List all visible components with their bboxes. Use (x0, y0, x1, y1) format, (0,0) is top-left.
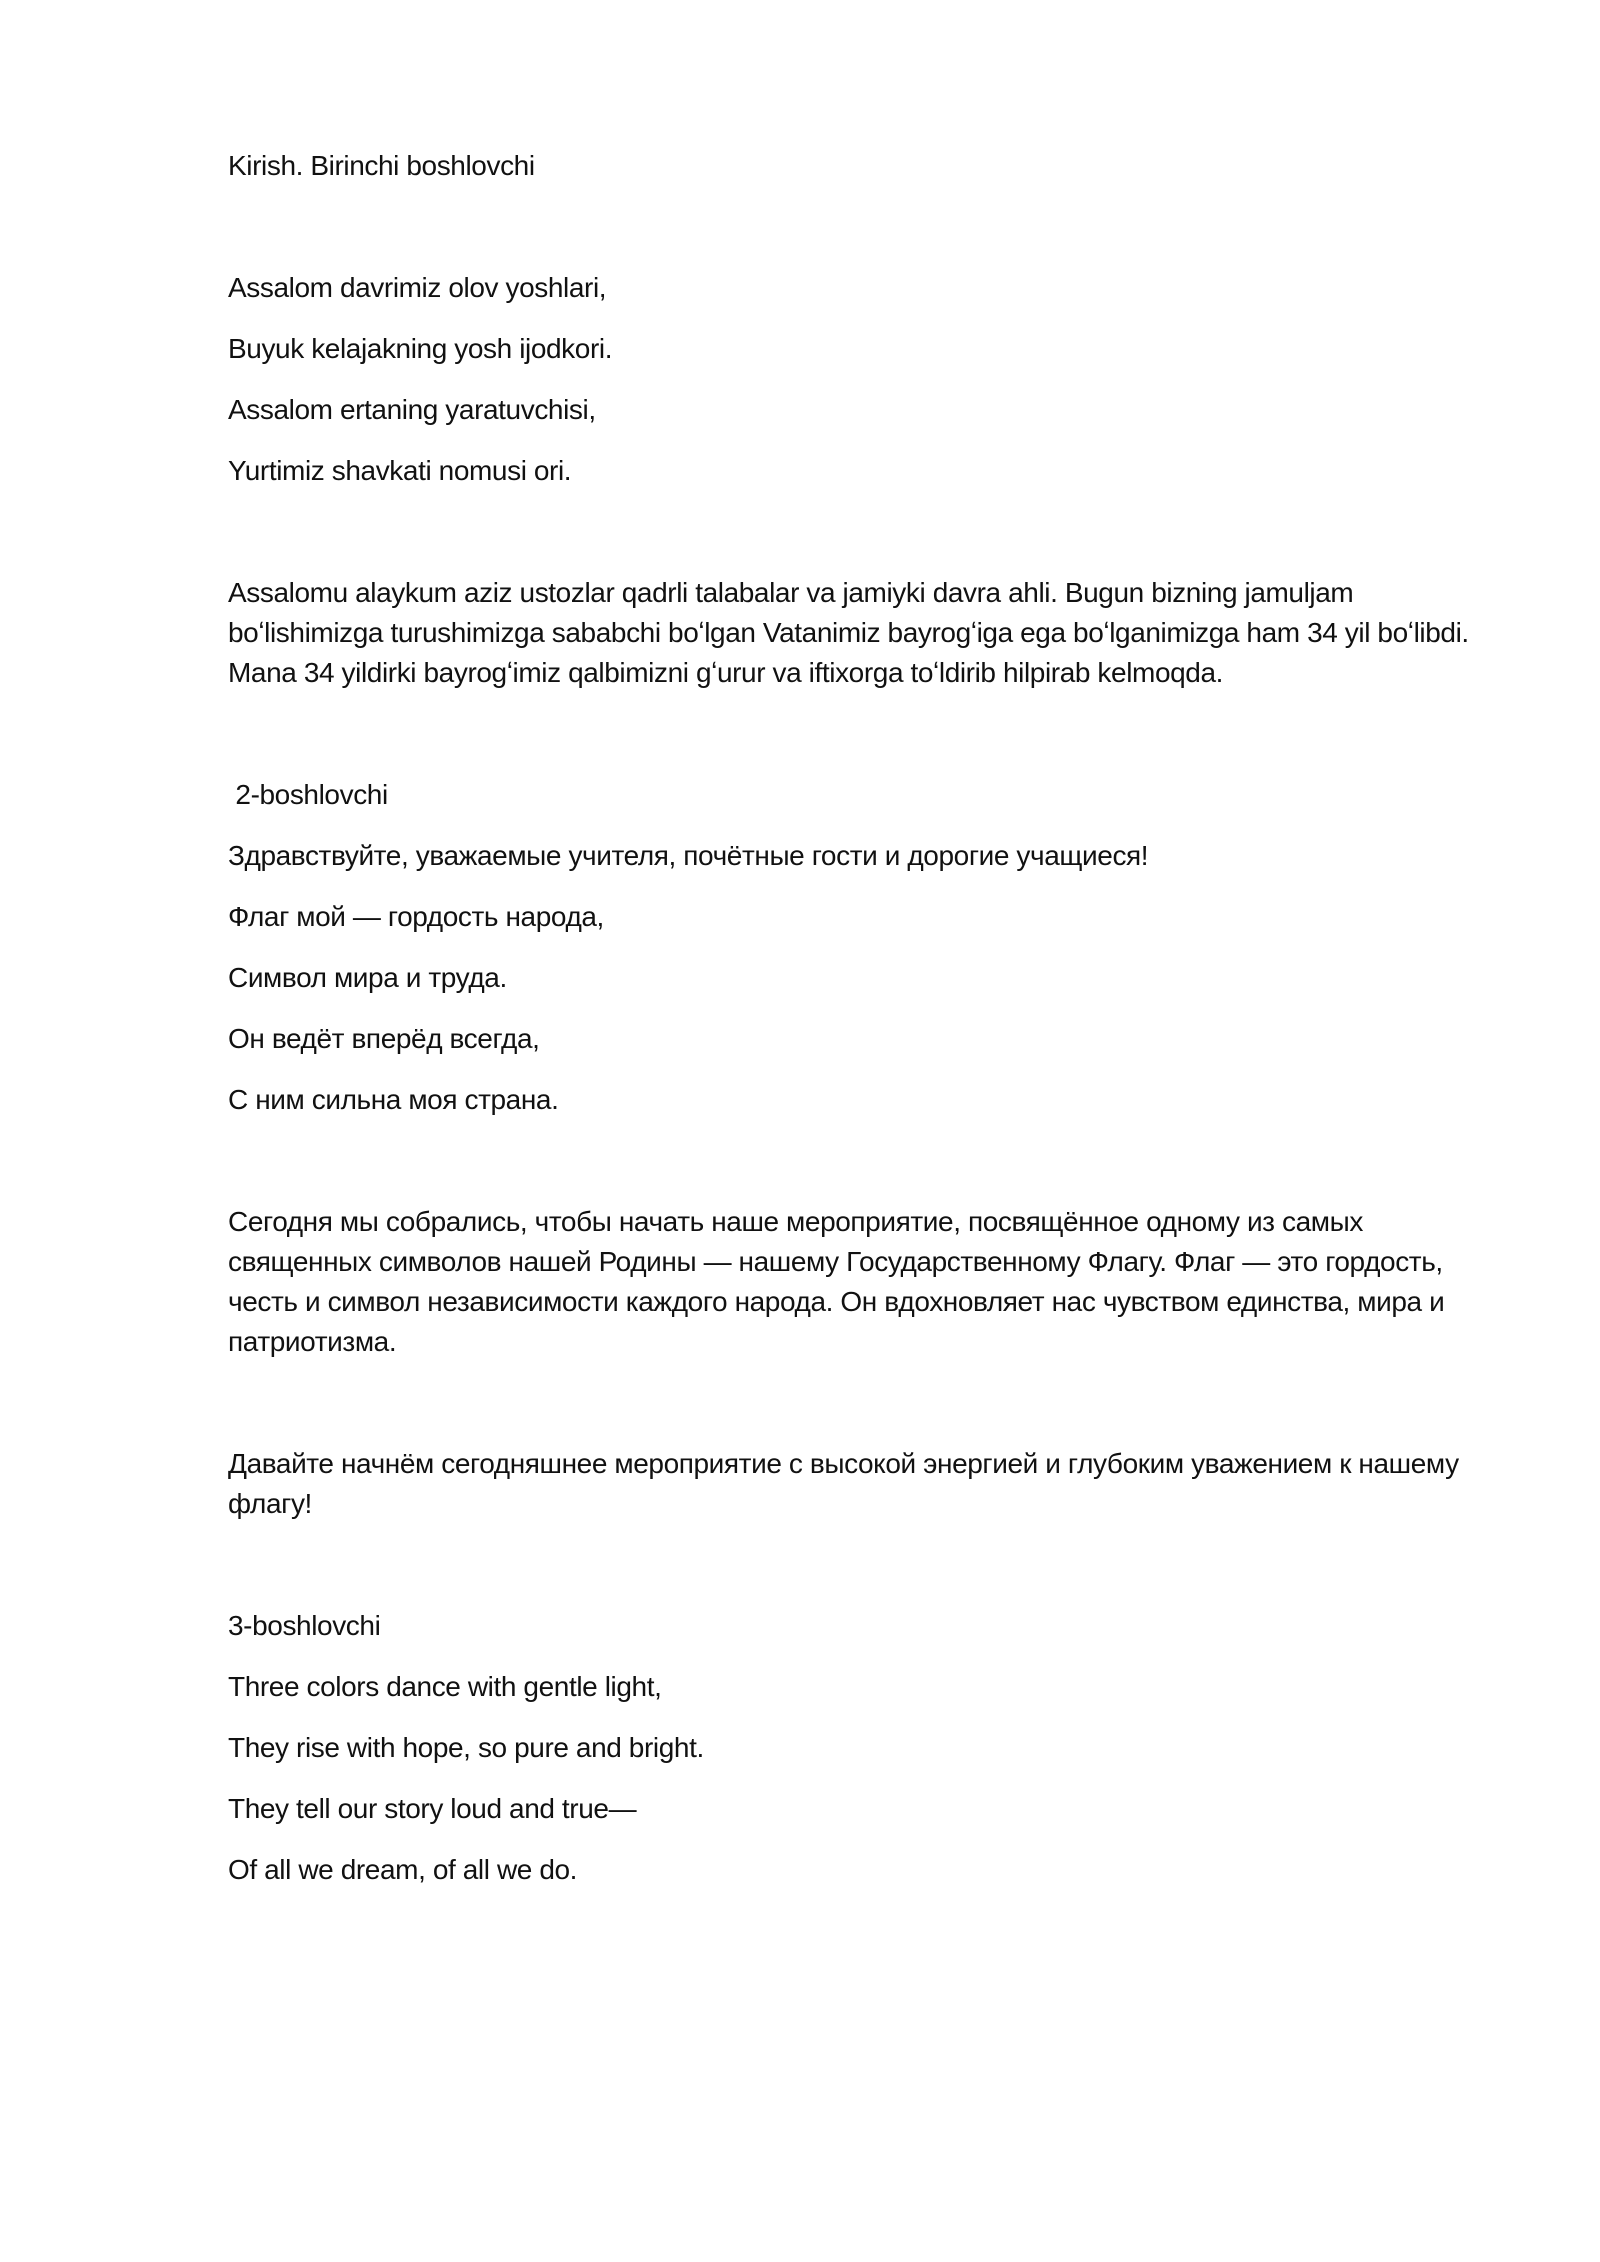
paragraph: Assalom ertaning yaratuvchisi, (228, 394, 596, 425)
paragraph: Of all we dream, of all we do. (228, 1854, 578, 1885)
paragraph: Kirish. Birinchi boshlovchi (228, 150, 535, 181)
blank-line (228, 1545, 1486, 1585)
paragraph: Символ мира и труда. (228, 962, 507, 993)
paragraph: Assalomu alaykum aziz ustozlar qadrli talabalar va jamiyki davra ahli. Bugun bizning jamuljam boʻlishimizga turushimizga sababchi boʻlgan Vatanimiz bayrogʻiga ega boʻlganimizga ham 34 yil boʻlibdi. Mana 34 yildirki bayrogʻimiz qalbimizni gʻurur va iftixorga toʻldirib hilpirab kelmoqda. (228, 577, 1477, 688)
paragraph: Buyuk kelajakning yosh ijodkori. (228, 333, 613, 364)
blank-line (228, 512, 1486, 552)
paragraph: Здравствуйте, уважаемые учителя, почётные гости и дорогие учащиеся! (228, 840, 1149, 871)
paragraph: 2-boshlovchi (228, 779, 388, 810)
paragraph: Assalom davrimiz olov yoshlari, (228, 272, 607, 303)
blank-line (228, 1141, 1486, 1181)
paragraph: Он ведёт вперёд всегда, (228, 1023, 540, 1054)
paragraph: С ним сильна моя страна. (228, 1084, 559, 1115)
paragraph: Three colors dance with gentle light, (228, 1671, 662, 1702)
blank-line (228, 207, 1486, 247)
paragraph: They tell our story loud and true— (228, 1793, 637, 1824)
paragraph: 3-boshlovchi (228, 1610, 381, 1641)
paragraph: They rise with hope, so pure and bright. (228, 1732, 704, 1763)
blank-line (228, 714, 1486, 754)
document-body (228, 146, 1486, 1890)
paragraph: Флаг мой — гордость народа, (228, 901, 604, 932)
paragraph: Давайте начнём сегодняшнее мероприятие с высокой энергией и глубоким уважением к нашему флагу! (228, 1448, 1467, 1519)
blank-line (228, 1383, 1486, 1423)
paragraph: Сегодня мы собрались, чтобы начать наше мероприятие, посвящённое одному из самых священных символов нашей Родины — нашему Государственному Флагу. Флаг — это гордость, честь и символ независимости каждого народа. Он вдохновляет нас чувством единства, мира и патриотизма. (228, 1206, 1452, 1357)
paragraph: Yurtimiz shavkati nomusi ori. (228, 455, 572, 486)
